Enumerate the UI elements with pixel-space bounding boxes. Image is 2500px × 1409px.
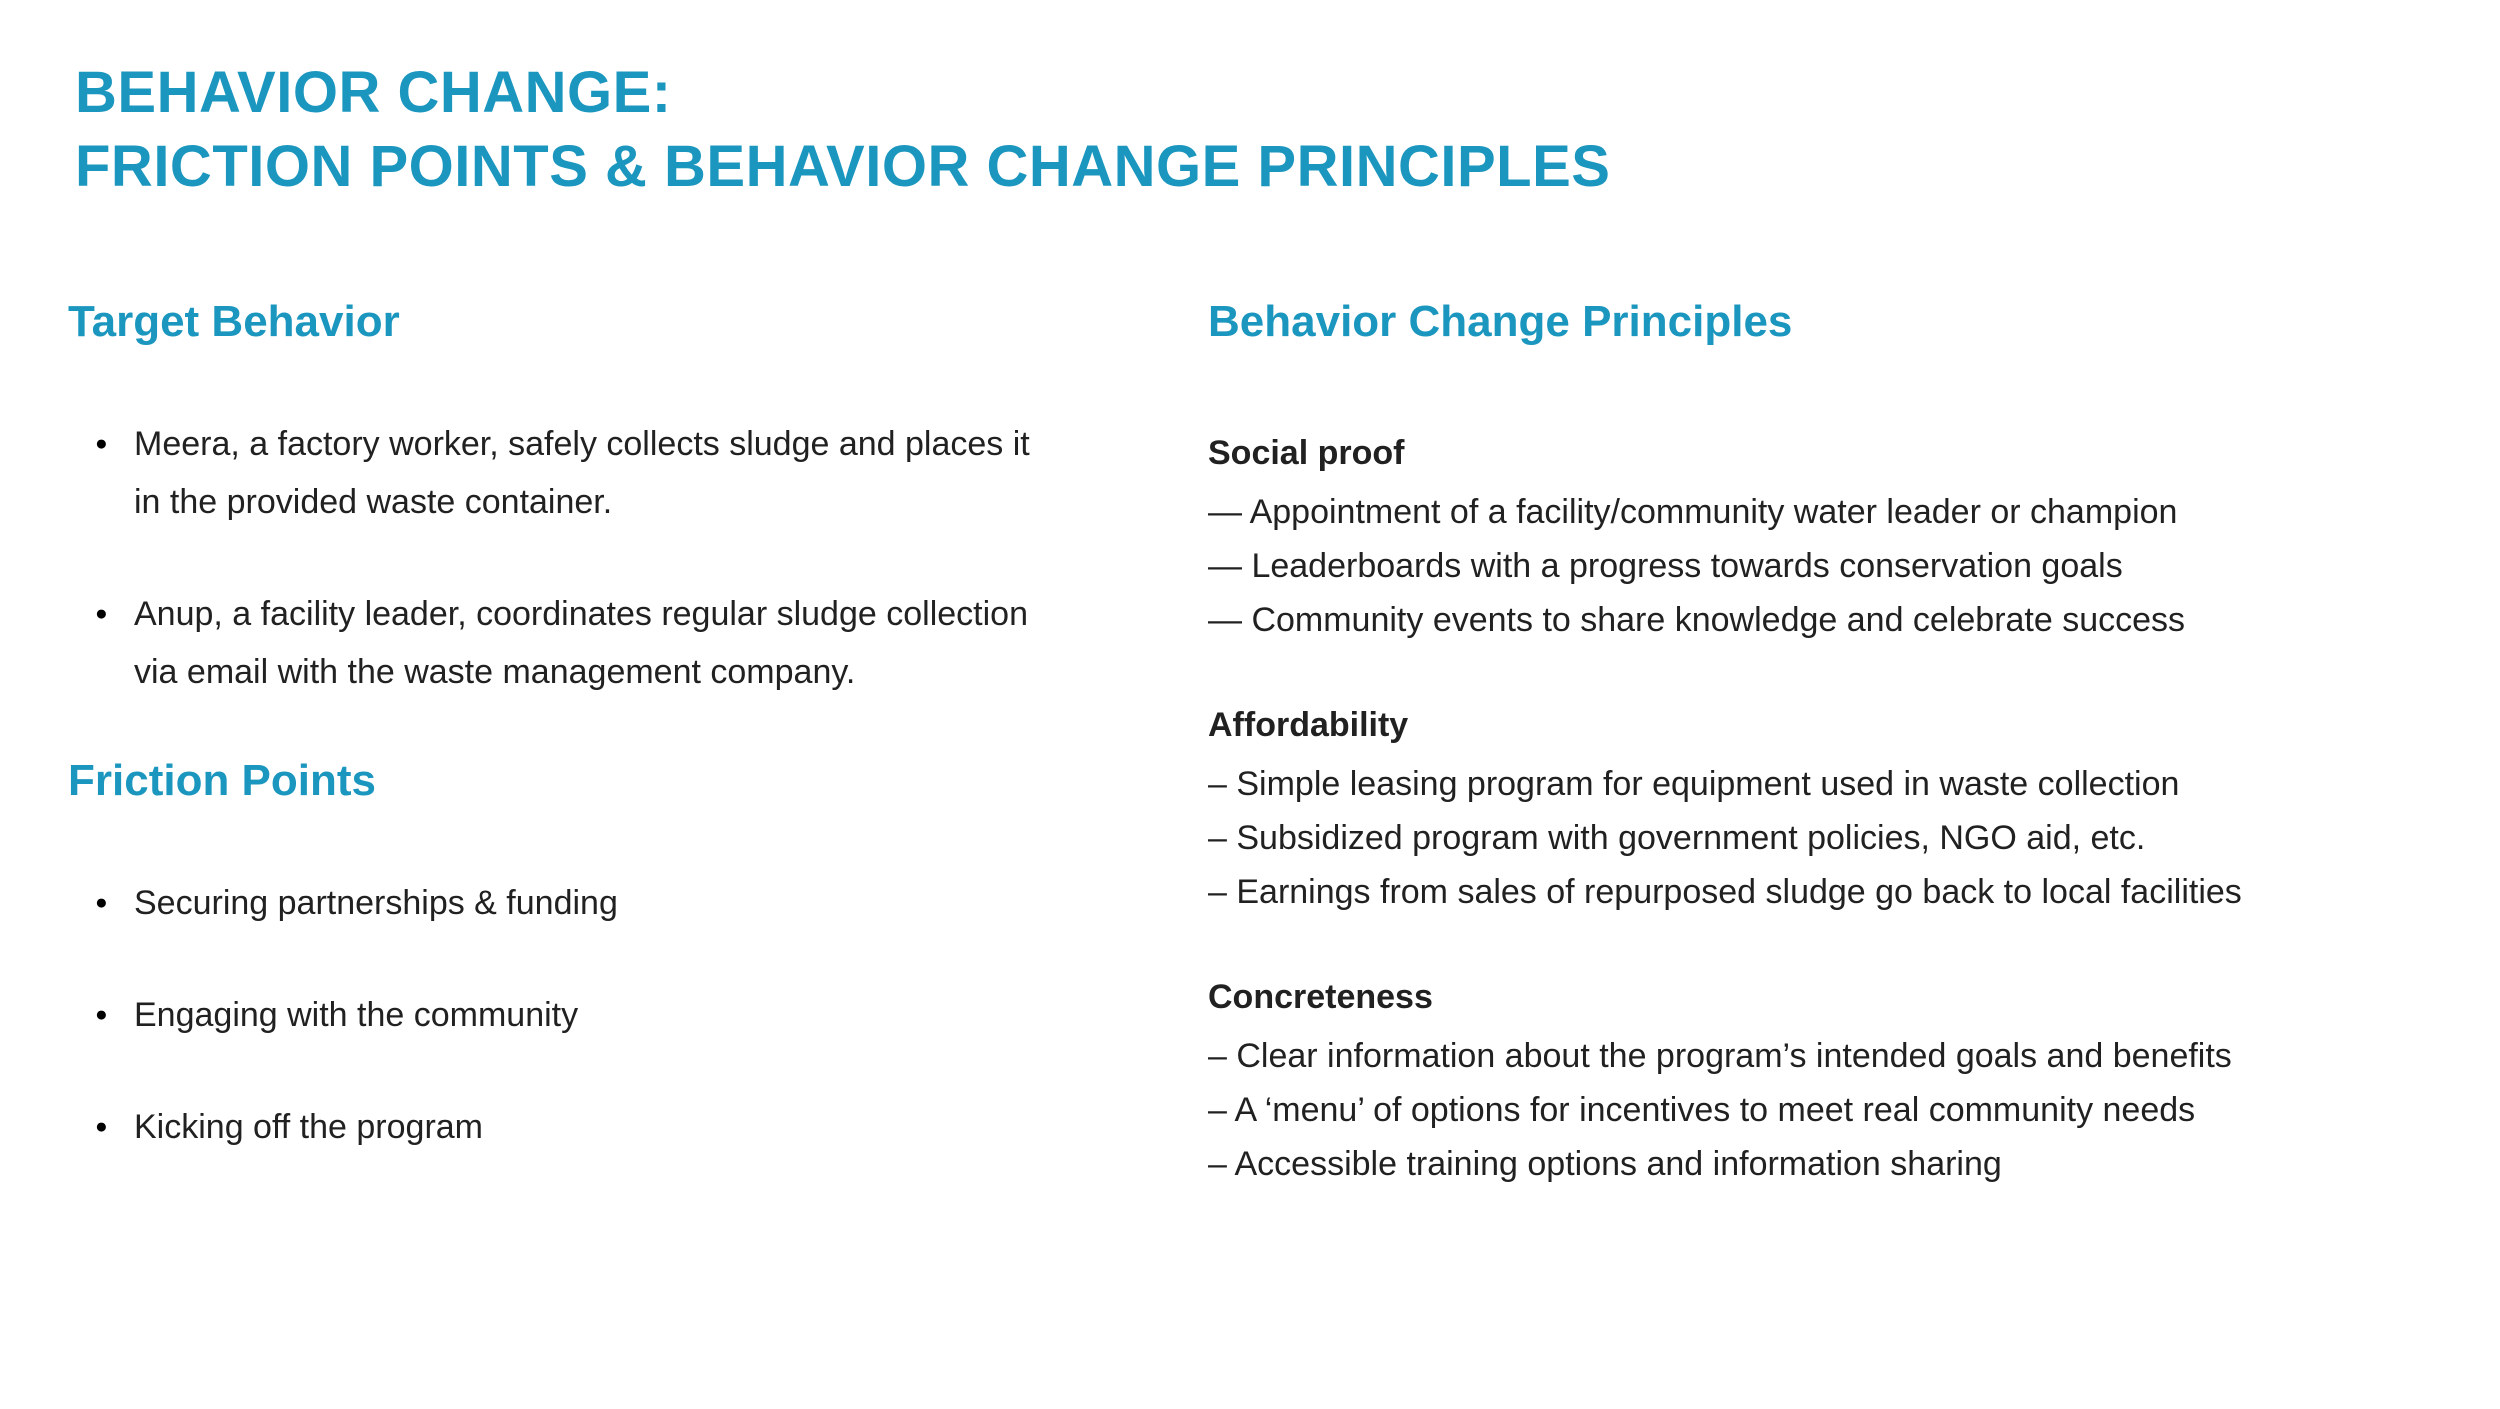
group-label: Social proof bbox=[1208, 434, 1405, 473]
bullet-text: Kicking off the program bbox=[134, 1108, 483, 1147]
slide-title-line-2: FRICTION POINTS & BEHAVIOR CHANGE PRINCIPLES bbox=[75, 134, 1611, 200]
bullet-icon: ● bbox=[95, 432, 108, 456]
list-item bbox=[68, 1098, 1123, 1156]
right-column bbox=[1208, 296, 2242, 1247]
bullet-text: Meera, a factory worker, safely collects sludge and places it in the provided waste container. bbox=[134, 425, 1030, 522]
principle-group-social-proof bbox=[1208, 431, 2242, 647]
group-label: Concreteness bbox=[1208, 978, 1433, 1017]
behavior-change-principles-heading: Behavior Change Principles bbox=[1208, 297, 1793, 347]
group-item: – Earnings from sales of repurposed sludge go back to local facilities bbox=[1208, 873, 2242, 912]
group-item: — Community events to share knowledge and celebrate success bbox=[1208, 601, 2186, 640]
group-item: – Clear information about the program’s intended goals and benefits bbox=[1208, 1037, 2232, 1076]
friction-points-list bbox=[68, 874, 1123, 1156]
principle-group-concreteness bbox=[1208, 975, 2242, 1191]
list-item bbox=[68, 986, 1123, 1044]
group-item: – Simple leasing program for equipment used in waste collection bbox=[1208, 765, 2180, 804]
slide-title-line-1: BEHAVIOR CHANGE: bbox=[75, 60, 672, 125]
slide-title bbox=[0, 0, 2500, 204]
group-item: — Appointment of a facility/community water leader or champion bbox=[1208, 493, 2178, 532]
bullet-text: Engaging with the community bbox=[134, 996, 579, 1035]
group-item: — Leaderboards with a progress towards conservation goals bbox=[1208, 547, 2123, 586]
left-column bbox=[68, 296, 1123, 1210]
group-item: – A ‘menu’ of options for incentives to meet real community needs bbox=[1208, 1091, 2196, 1130]
list-item bbox=[68, 585, 1123, 701]
main-content bbox=[0, 296, 2500, 1247]
list-item bbox=[68, 415, 1123, 531]
group-item: – Accessible training options and information sharing bbox=[1208, 1145, 2002, 1184]
bullet-icon: ● bbox=[95, 891, 108, 915]
principle-group-affordability bbox=[1208, 703, 2242, 919]
friction-points-heading: Friction Points bbox=[68, 756, 376, 806]
bullet-text: Anup, a facility leader, coordinates regular sludge collection via email with the waste management company. bbox=[134, 595, 1028, 692]
group-item: – Subsidized program with government policies, NGO aid, etc. bbox=[1208, 819, 2146, 858]
bullet-icon: ● bbox=[95, 1115, 108, 1139]
bullet-icon: ● bbox=[95, 1003, 108, 1027]
bullet-text: Securing partnerships & funding bbox=[134, 884, 618, 923]
bullet-icon: ● bbox=[95, 602, 108, 626]
target-behavior-list bbox=[68, 415, 1123, 701]
group-label: Affordability bbox=[1208, 706, 1409, 745]
list-item bbox=[68, 874, 1123, 932]
target-behavior-heading: Target Behavior bbox=[68, 297, 400, 347]
